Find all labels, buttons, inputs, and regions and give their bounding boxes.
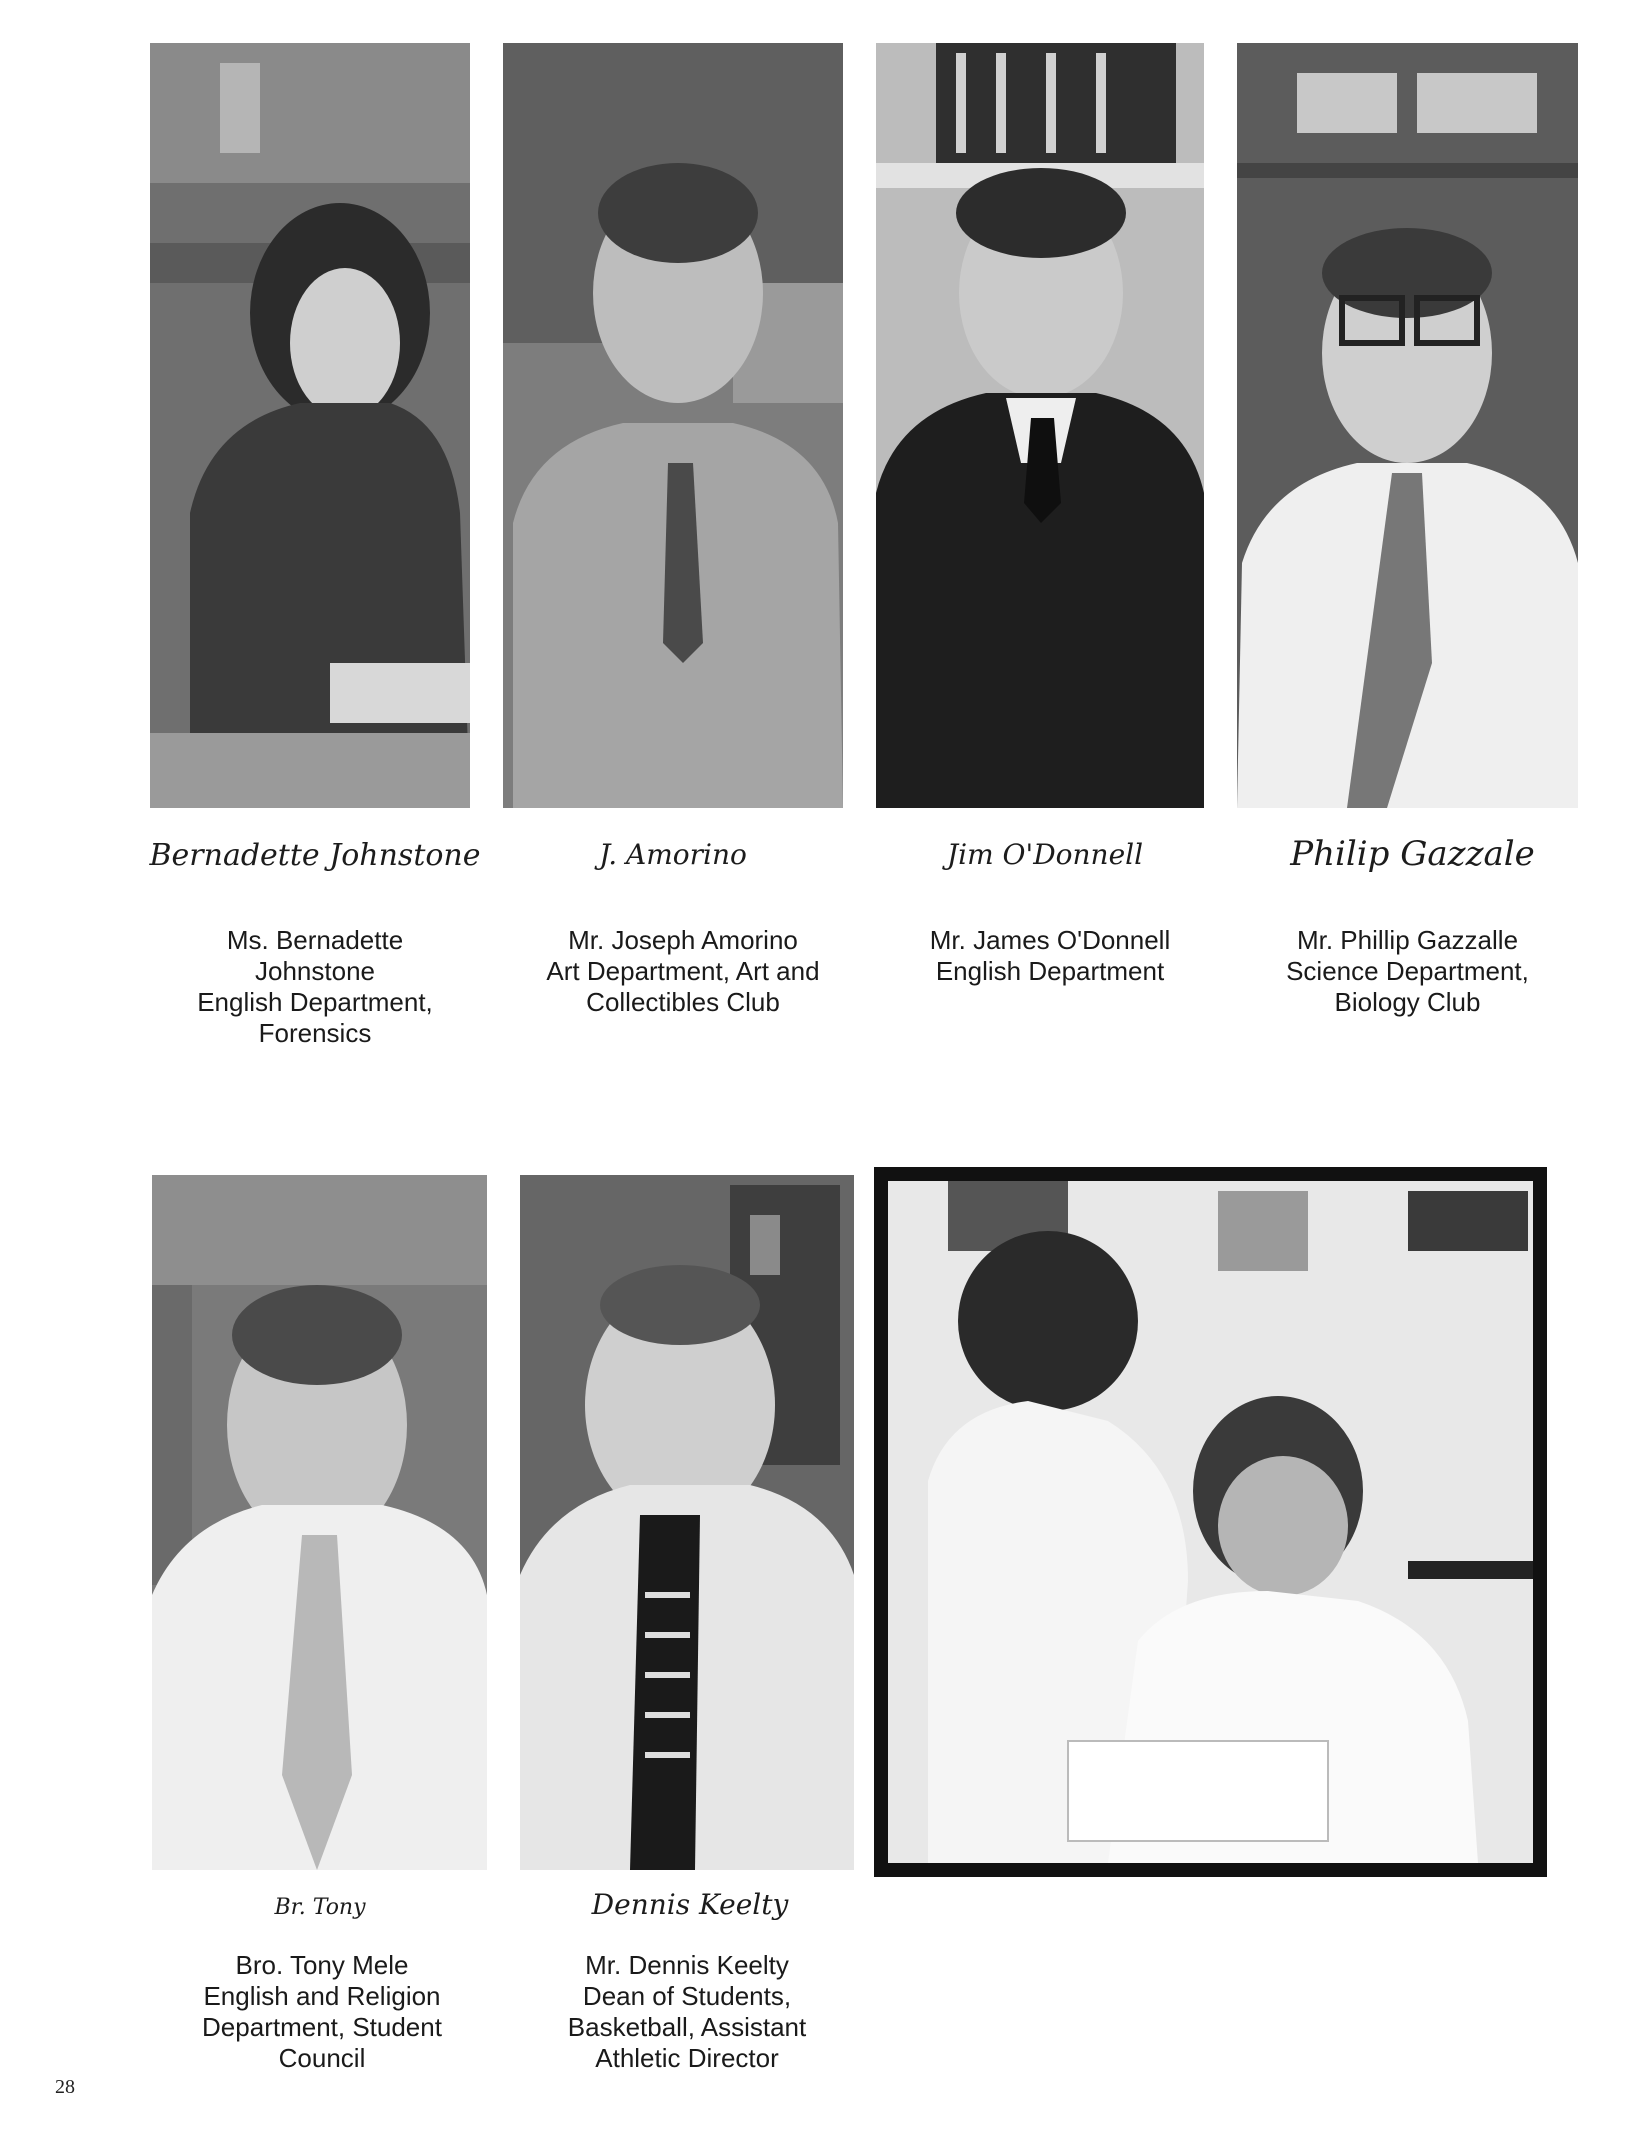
- signature-odonnell: Jim O'Donnell: [946, 838, 1144, 871]
- caption-line: Collectibles Club: [586, 987, 780, 1017]
- caption-line: Forensics: [258, 1018, 372, 1048]
- caption-line: Mr. James O'Donnell: [929, 925, 1171, 955]
- caption-line: Bro. Tony Mele: [235, 1950, 409, 1980]
- caption-johnstone: [150, 925, 480, 1049]
- portrait-photo-keelty: [520, 1175, 854, 1870]
- caption-line: Ms. Bernadette: [226, 925, 404, 955]
- caption-line: Basketball, Assistant: [567, 2012, 807, 2042]
- caption-line: Biology Club: [1334, 987, 1481, 1017]
- caption-keelty: [520, 1950, 854, 2074]
- caption-amorino: [503, 925, 863, 1018]
- caption-line: English Department: [935, 956, 1165, 986]
- caption-line: Mr. Phillip Gazzalle: [1296, 925, 1519, 955]
- caption-odonnell: [880, 925, 1220, 987]
- caption-gazzalle: [1237, 925, 1578, 1018]
- caption-line: Dean of Students,: [582, 1981, 792, 2011]
- caption-line: English Department,: [197, 987, 433, 1017]
- caption-line: English and Religion: [203, 1981, 441, 2011]
- signature-keelty: Dennis Keelty: [591, 1888, 789, 1921]
- caption-line: Athletic Director: [595, 2043, 779, 2073]
- caption-mele: [152, 1950, 492, 2074]
- signature-mele: Br. Tony: [274, 1895, 366, 1920]
- portrait-photo-amorino: [503, 43, 843, 808]
- portrait-photo-johnstone: [150, 43, 470, 808]
- signature-amorino: J. Amorino: [599, 838, 747, 871]
- caption-line: Council: [278, 2043, 366, 2073]
- signature-gazzalle: Philip Gazzale: [1290, 834, 1535, 874]
- page-number: 28: [55, 2076, 75, 2098]
- portrait-photo-mele: [152, 1175, 487, 1870]
- signature-johnstone: Bernadette Johnstone: [149, 838, 481, 873]
- caption-line: Department, Student: [202, 2012, 442, 2042]
- caption-line: Mr. Joseph Amorino: [568, 925, 798, 955]
- caption-line: Art Department, Art and: [546, 956, 820, 986]
- candid-photo-framed: [874, 1167, 1547, 1877]
- portrait-photo-gazzalle: [1237, 43, 1578, 808]
- caption-line: Science Department,: [1286, 956, 1529, 986]
- portrait-photo-odonnell: [876, 43, 1204, 808]
- caption-line: Johnstone: [255, 956, 375, 986]
- caption-line: Mr. Dennis Keelty: [585, 1950, 789, 1980]
